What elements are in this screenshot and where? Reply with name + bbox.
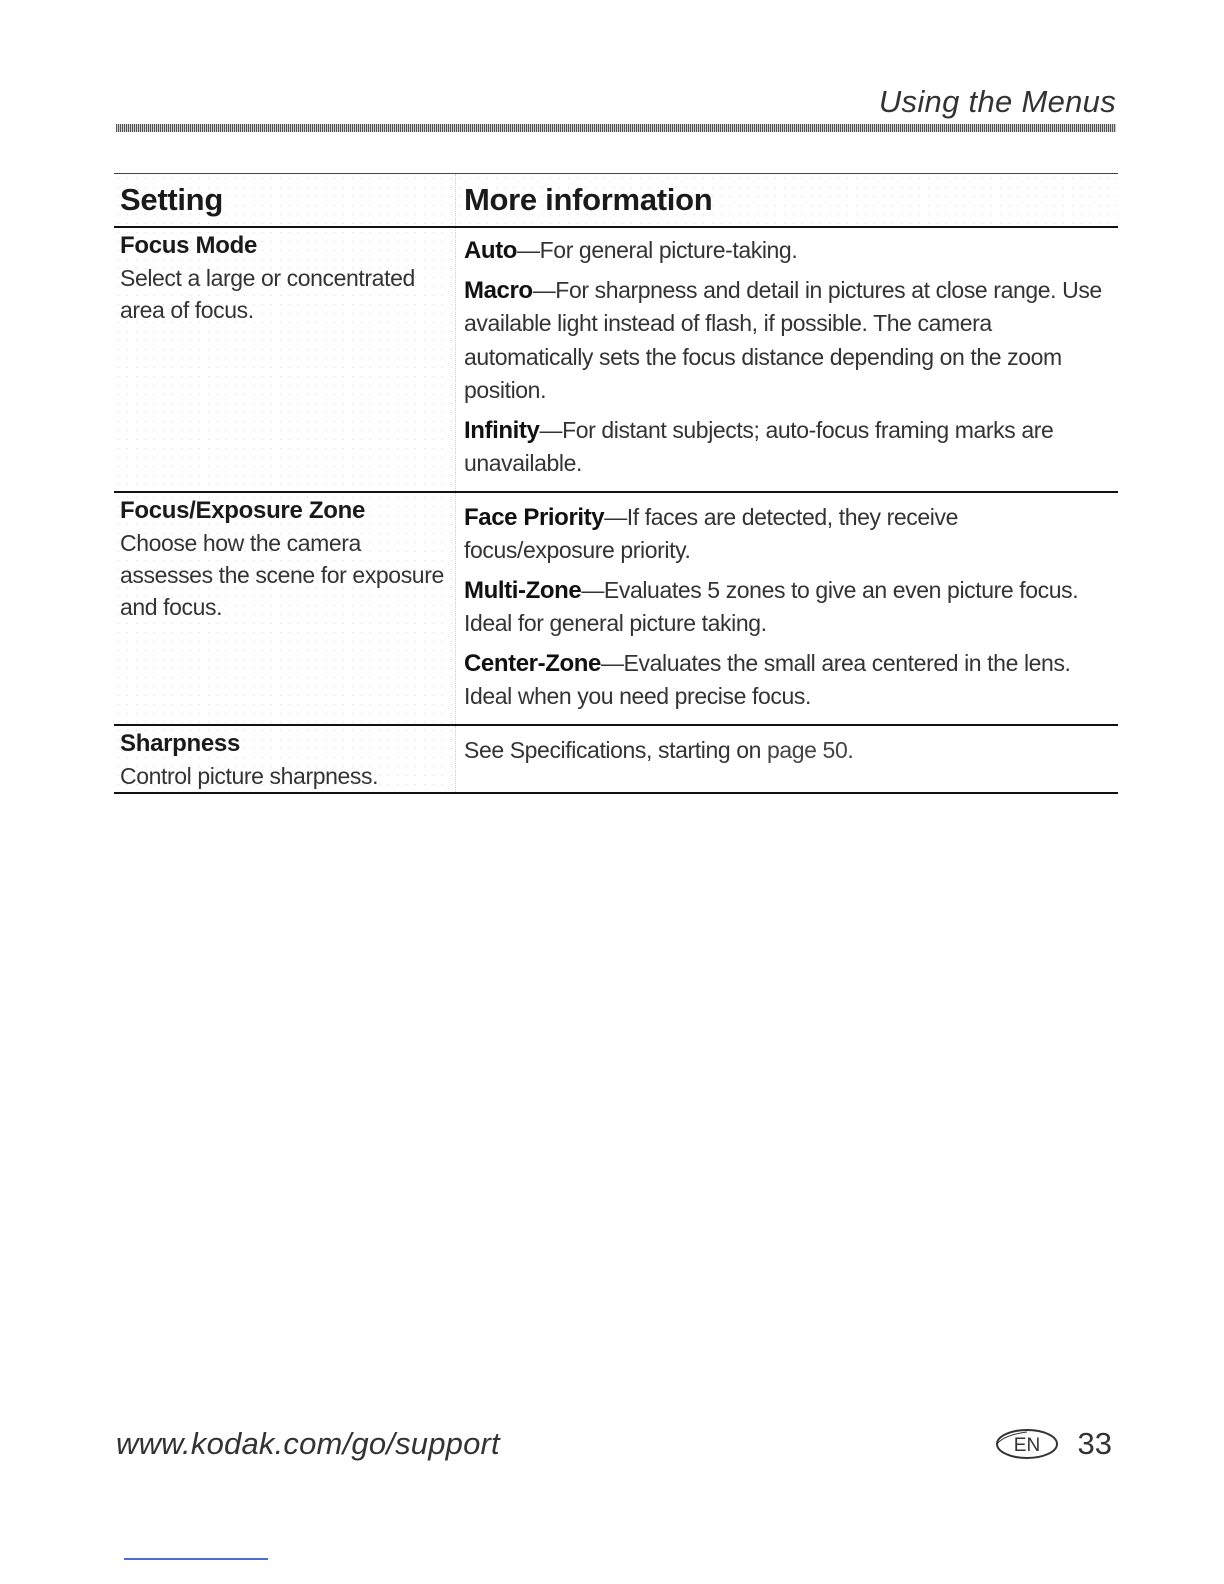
setting-name: Focus/Exposure Zone	[120, 496, 366, 524]
info-entry-infinity	[464, 414, 1108, 481]
header-rule	[116, 124, 1116, 132]
info-cell	[456, 228, 1118, 491]
info-term: Auto	[464, 237, 518, 264]
page-reference-link[interactable]: page 50	[767, 736, 848, 763]
table-header-row	[114, 174, 1118, 226]
support-url[interactable]: www.kodak.com/go/support	[116, 1426, 500, 1461]
info-entry-macro	[464, 274, 1108, 408]
language-badge-icon	[994, 1427, 1060, 1461]
info-text: —Evaluates 5 zones to give an even picture focus. Ideal for general picture taking.	[464, 576, 1079, 636]
setting-description: Choose how the camera assesses the scene for exposure and focus.	[120, 529, 444, 620]
footer-page-info	[994, 1426, 1112, 1462]
setting-cell	[114, 493, 456, 724]
page-header-title: Using the Menus	[878, 84, 1116, 119]
setting-name: Sharpness	[120, 729, 241, 757]
table-row-sharpness	[114, 726, 1118, 792]
column-header-setting: Setting	[114, 174, 456, 226]
info-cell	[456, 493, 1118, 724]
info-text: —For distant subjects; auto-focus framing marks are unavailable.	[464, 416, 1054, 476]
setting-name: Focus Mode	[120, 232, 258, 259]
setting-description: Control picture sharpness.	[120, 762, 379, 789]
language-badge-label: EN	[1013, 1435, 1040, 1456]
table-bottom-rule	[114, 792, 1118, 794]
setting-cell	[114, 726, 456, 792]
info-term: Face Priority	[464, 503, 605, 531]
info-text: —If faces are detected, they receive focus/exposure priority.	[464, 503, 958, 563]
setting-cell	[114, 228, 456, 491]
info-text-suffix: .	[847, 736, 854, 763]
info-entry-face-priority	[464, 501, 1108, 568]
bottom-edge-mark	[124, 1558, 268, 1560]
info-text: See Specifications, starting on	[464, 736, 767, 763]
info-entry-auto	[464, 234, 1108, 268]
info-entry-sharpness	[464, 734, 1108, 768]
settings-table	[114, 173, 1118, 794]
info-entry-multi-zone	[464, 574, 1108, 641]
info-text: —For general picture-taking.	[517, 237, 798, 263]
column-header-more-information: More information	[456, 174, 1118, 226]
table-row-focus-mode	[114, 228, 1118, 491]
info-text: —Evaluates the small area centered in the lens. Ideal when you need precise focus.	[464, 649, 1071, 709]
info-entry-center-zone	[464, 647, 1108, 714]
info-term: Multi-Zone	[464, 576, 582, 604]
info-cell	[456, 726, 1118, 792]
setting-description: Select a large or concentrated area of focus.	[120, 265, 415, 323]
info-term: Macro	[464, 276, 533, 304]
page-number: 33	[1077, 1426, 1112, 1461]
info-text: —For sharpness and detail in pictures at close range. Use available light instead of flash, if possible. The camera automatically sets the focus distance depending on the zoom position.	[464, 276, 1102, 403]
info-term: Center-Zone	[464, 649, 601, 677]
table-row-focus-exposure-zone	[114, 493, 1118, 724]
info-term: Infinity	[464, 416, 540, 444]
